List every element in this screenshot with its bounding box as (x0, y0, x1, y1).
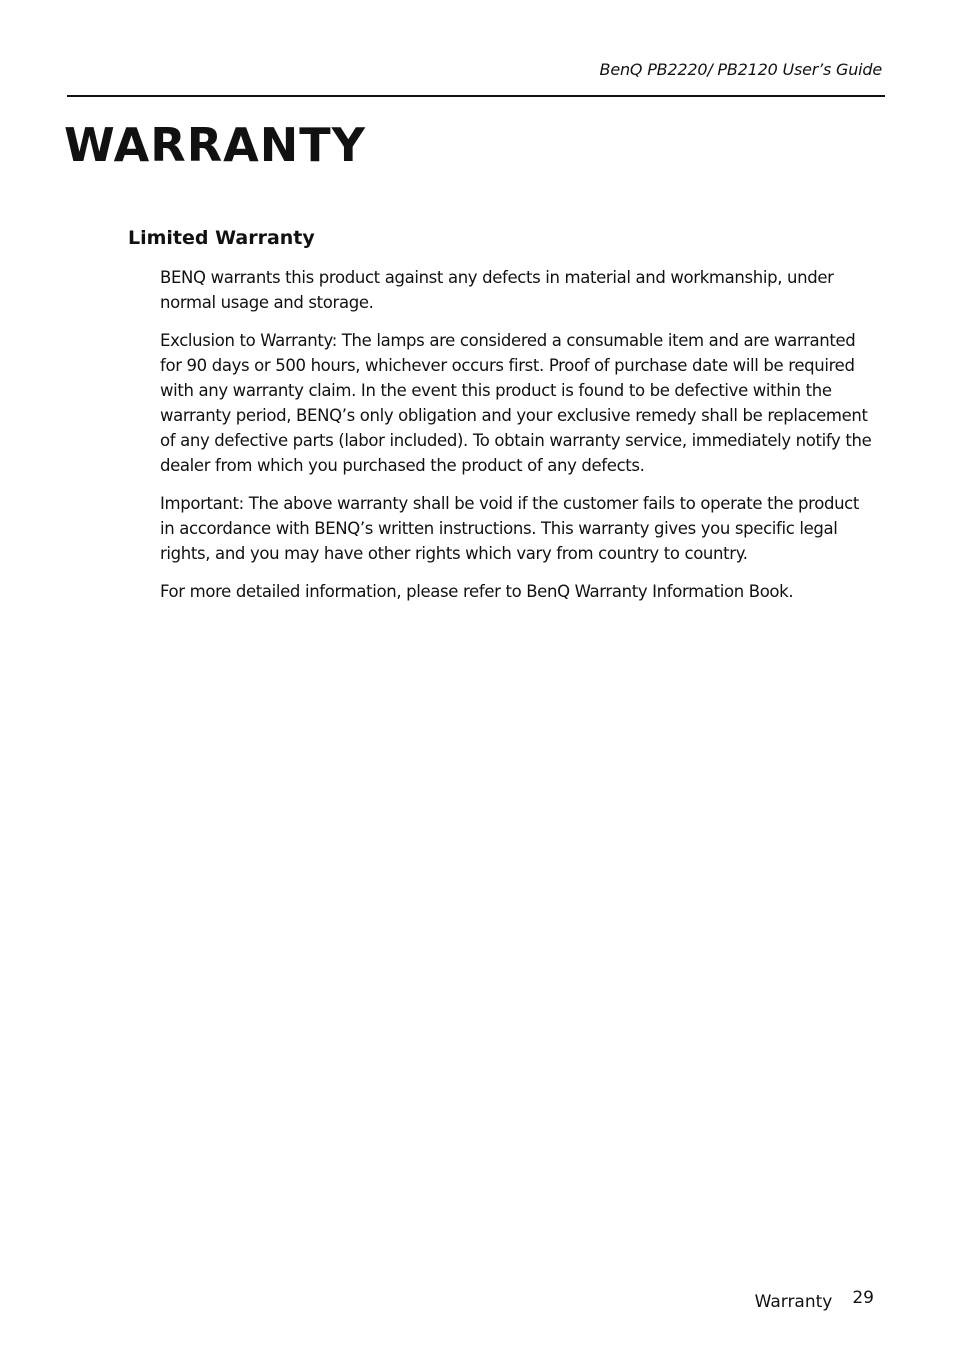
footer-section-name: Warranty (754, 1292, 833, 1312)
paragraph-exclusion: Exclusion to Warranty: The lamps are considered a consumable item and are warranted for 90 days or 500 hours, whichever occurs first. Proof of purchase date will be required with any warranty claim. In the event this product is found to be defective within the warranty period, BENQ’s only obligation and your exclusive remedy shall be replacement of any defective parts (labor included). To obtain warranty service, immediately notify the dealer from which you purchased the product of any defects. (160, 331, 872, 475)
paragraph-more-info: For more detailed information, please refer to BenQ Warranty Information Book. (160, 582, 794, 601)
section-body (160, 265, 876, 617)
header-divider (67, 95, 885, 97)
section-heading: Limited Warranty (128, 227, 315, 249)
page-number: 29 (852, 1288, 874, 1308)
paragraph-warranty-scope: BENQ warrants this product against any defects in material and workmanship, under normal usage and storage. (160, 268, 834, 312)
running-footer (754, 1288, 874, 1312)
paragraph-important: Important: The above warranty shall be void if the customer fails to operate the product in accordance with BENQ’s written instructions. This warranty gives you specific legal rights, and you may have other rights which vary from country to country. (160, 494, 860, 563)
running-header: BenQ PB2220/ PB2120 User’s Guide (599, 60, 882, 79)
chapter-title: WARRANTY (64, 118, 366, 172)
